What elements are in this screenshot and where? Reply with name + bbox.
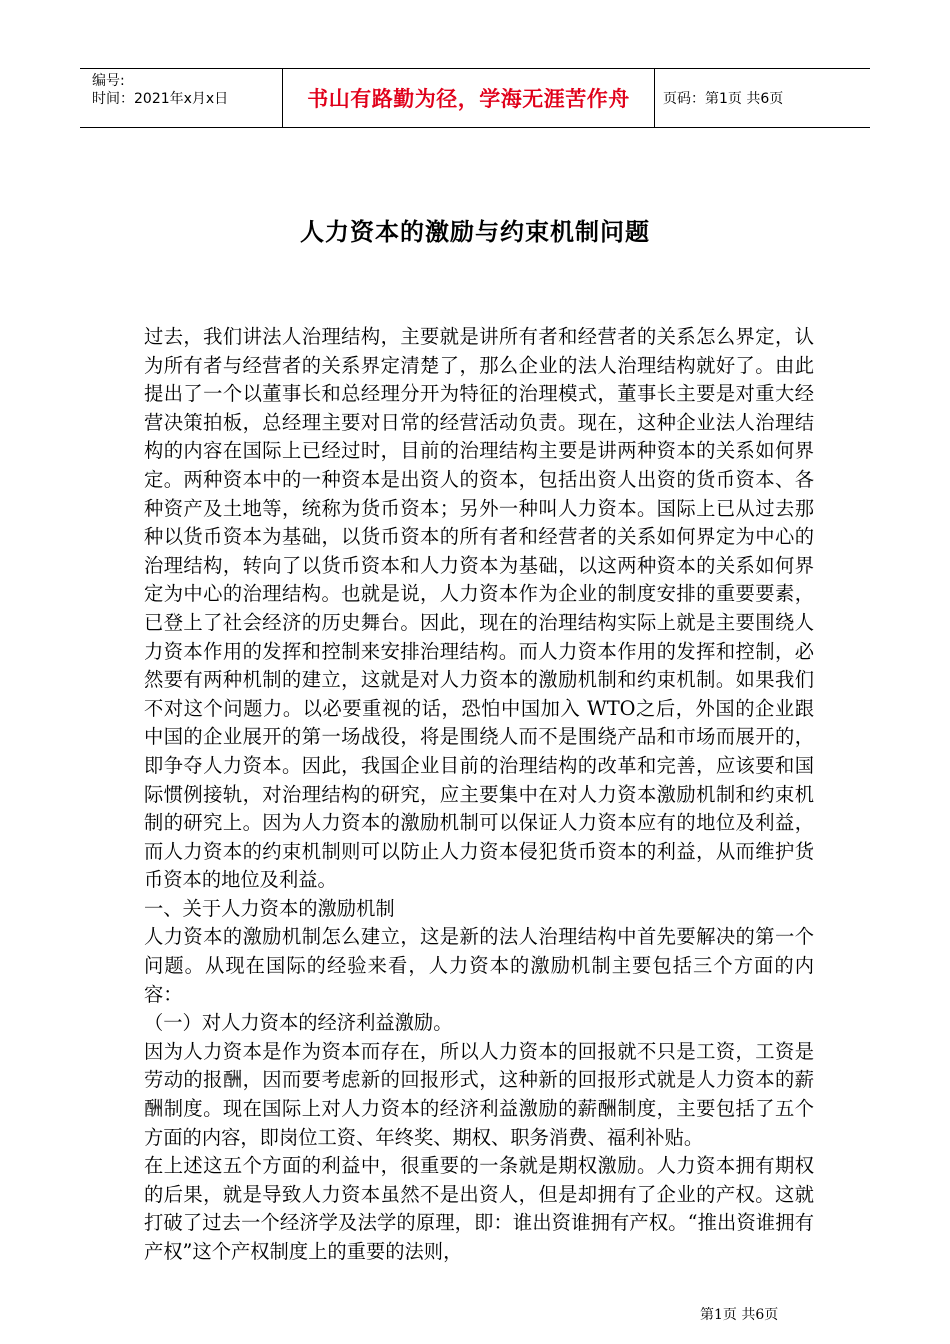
section-heading: 一、关于人力资本的激励机制 [144,896,395,920]
paragraph: 在上述这五个方面的利益中，很重要的一条就是期权激励。人力资本拥有期权的后果，就是导致人力资本虽然不是出资人，但是却拥有了企业的产权。这就打破了过去一个经济学及法学的原理，即：谁出资谁拥有产权。“推出资谁拥有产权”这个产权制度上的重要的法则， [144,1154,814,1263]
paragraph: 因为人力资本是作为资本而存在，所以人力资本的回报就不只是工资，工资是劳动的报酬，因而要考虑新的回报形式，这种新的回报形式就是人力资本的薪酬制度。现在国际上对人力资本的经济利益激励的薪酬制度，主要包括了五个方面的内容，即岗位工资、年终奖、期权、职务消费、福利补贴。 [144,1039,814,1149]
paragraph: 人力资本的激励机制怎么建立，这是新的法人治理结构中首先要解决的第一个问题。从现在国际的经验来看，人力资本的激励机制主要包括三个方面的内容： [144,925,814,1006]
time-label: 时间：2021年x月x日 [92,91,229,107]
document-body [144,323,814,1267]
document-title: 人力资本的激励与约束机制问题 [300,217,650,246]
subsection-heading: （一）对人力资本的经济利益激励。 [144,1011,453,1035]
header-page-info: 页码：第1页 共6页 [663,91,784,107]
paragraph: 过去，我们讲法人治理结构，主要就是讲所有者和经营者的关系怎么界定，认为所有者与经营者的关系界定清楚了，那么企业的法人治理结构就好了。由此提出了一个以董事长和总经理分开为特征的治理模式，董事长主要是对重大经营决策拍板，总经理主要对日常的经营活动负责。现在，这种企业法人治理结构的内容在国际上已经过时，目前的治理结构主要是讲两种资本的关系如何界定。两种资本中的一种资本是出资人的资本，包括出资人出资的货币资本、各种资产及土地等，统称为货币资本；另外一种叫人力资本。国际上已从过去那种以货币资本为基础，以货币资本的所有者和经营者的关系如何界定为中心的治理结构，转向了以货币资本和人力资本为基础，以这两种资本的关系如何界定为中心的治理结构。也就是说，人力资本作为企业的制度安排的重要要素，已登上了社会经济的历史舞台。因此，现在的治理结构实际上就是主要围绕人力资本作用的发挥和控制来安排治理结构。而人力资本作用的发挥和控制，必然要有两种机制的建立，这就是对人力资本的激励机制和约束机制。如果我们不对这个问题力。以必要重视的话，恐怕中国加入 WTO之后，外国的企业跟中国的企业展开的第一场战役，将是围绕人而不是围绕产品和市场而展开的，即争夺人力资本。因此，我国企业目前的治理结构的改革和完善，应该要和国际惯例接轨，对治理结构的研究，应主要集中在对人力资本激励机制和约束机制的研究上。因为人力资本的激励机制可以保证人力资本应有的地位及利益，而人力资本的约束机制则可以防止人力资本侵犯货币资本的利益，从而维护货币资本的地位及利益。 [144,325,814,892]
header-motto: 书山有路勤为径，学海无涯苦作舟 [283,69,655,127]
number-label: 编号: [92,73,125,89]
header-meta [80,69,283,127]
page-footer: 第1页 共6页 [700,1307,779,1323]
page-header [80,68,870,128]
